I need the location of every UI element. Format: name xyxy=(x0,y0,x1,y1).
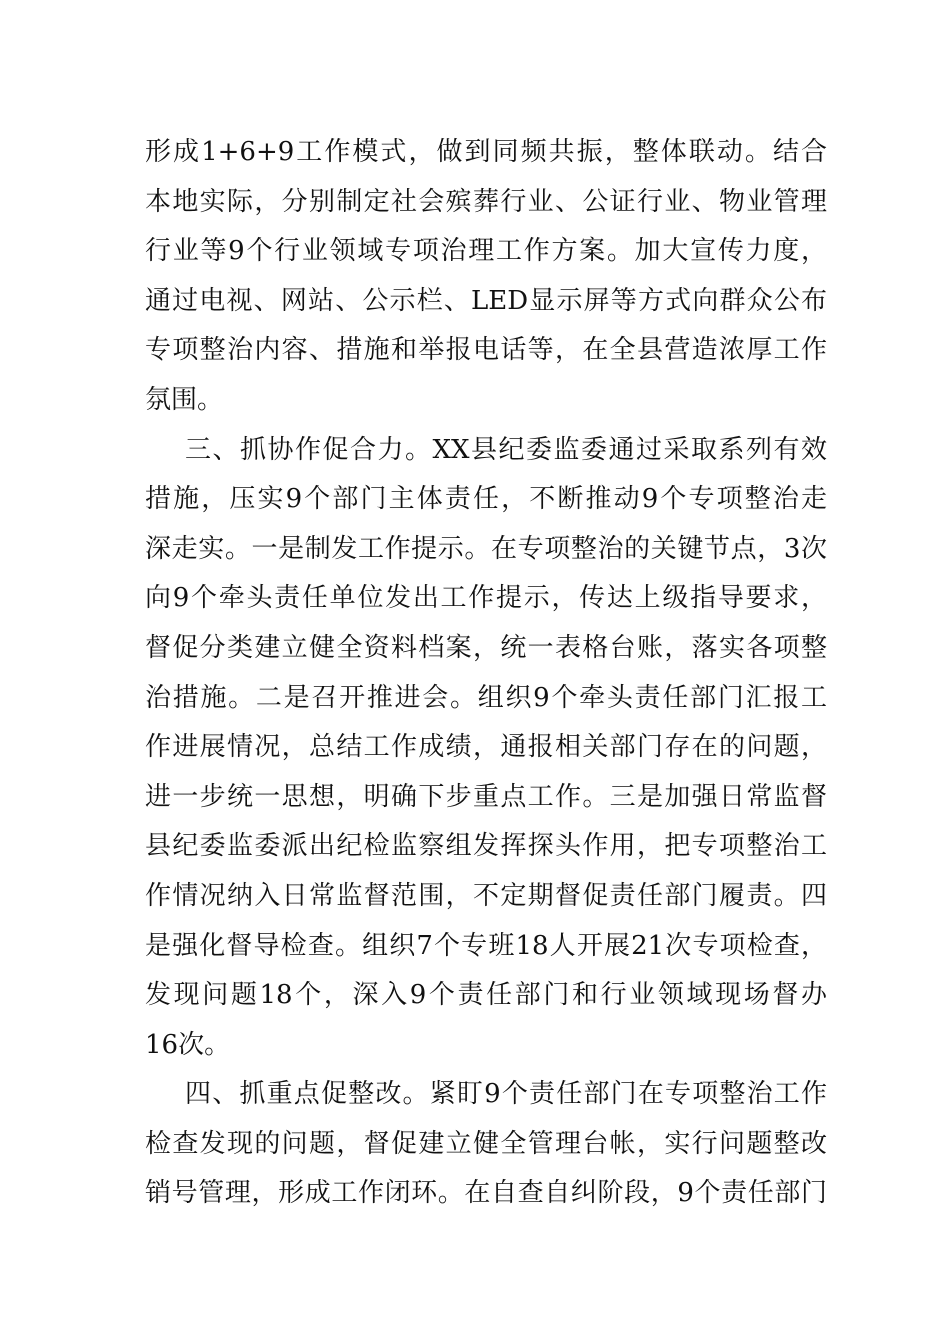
text-line: 是强化督导检查。组织7个专班18人开展21次专项检查， xyxy=(145,930,827,961)
text-line: 作情况纳入日常监督范围，不定期督促责任部门履责。四 xyxy=(145,880,827,911)
text-line: 作进展情况，总结工作成绩，通报相关部门存在的问题， xyxy=(145,732,827,763)
text-line: 检查发现的问题，督促建立健全管理台帐，实行问题整改 xyxy=(145,1128,827,1159)
text-line: 向9个牵头责任单位发出工作提示，传达上级指导要求， xyxy=(145,583,827,614)
text-line: 进一步统一思想，明确下步重点工作。三是加强日常监督 xyxy=(145,781,827,812)
text-line: 四、抓重点促整改。紧盯9个责任部门在专项整治工作 xyxy=(185,1079,827,1110)
text-line: 县纪委监委派出纪检监察组发挥探头作用，把专项整治工 xyxy=(145,831,827,862)
text-line: 专项整治内容、措施和举报电话等，在全县营造浓厚工作 xyxy=(145,335,827,366)
text-line: 发现问题18个，深入9个责任部门和行业领域现场督办 xyxy=(145,980,827,1011)
text-line: 氛围。 xyxy=(145,384,224,415)
text-line: 治措施。二是召开推进会。组织9个牵头责任部门汇报工 xyxy=(145,682,827,713)
text-line: 形成1+6+9工作模式，做到同频共振，整体联动。结合 xyxy=(145,137,827,167)
text-line: 措施，压实9个部门主体责任，不断推动9个专项整治走 xyxy=(145,484,827,515)
text-line: 销号管理，形成工作闭环。在自查自纠阶段，9个责任部门 xyxy=(145,1178,827,1209)
text-line: 督促分类建立健全资料档案，统一表格台账，落实各项整 xyxy=(145,632,827,663)
text-line: 深走实。一是制发工作提示。在专项整治的关键节点，3次 xyxy=(145,533,827,564)
text-line: 16次。 xyxy=(145,1029,231,1060)
text-line: 本地实际，分别制定社会殡葬行业、公证行业、物业管理 xyxy=(145,186,827,217)
document-body xyxy=(145,133,827,1224)
text-line: 三、抓协作促合力。XX县纪委监委通过采取系列有效 xyxy=(185,434,827,465)
text-line: 行业等9个行业领域专项治理工作方案。加大宣传力度， xyxy=(145,236,827,267)
text-line: 通过电视、网站、公示栏、LED显示屏等方式向群众公布 xyxy=(145,285,827,316)
